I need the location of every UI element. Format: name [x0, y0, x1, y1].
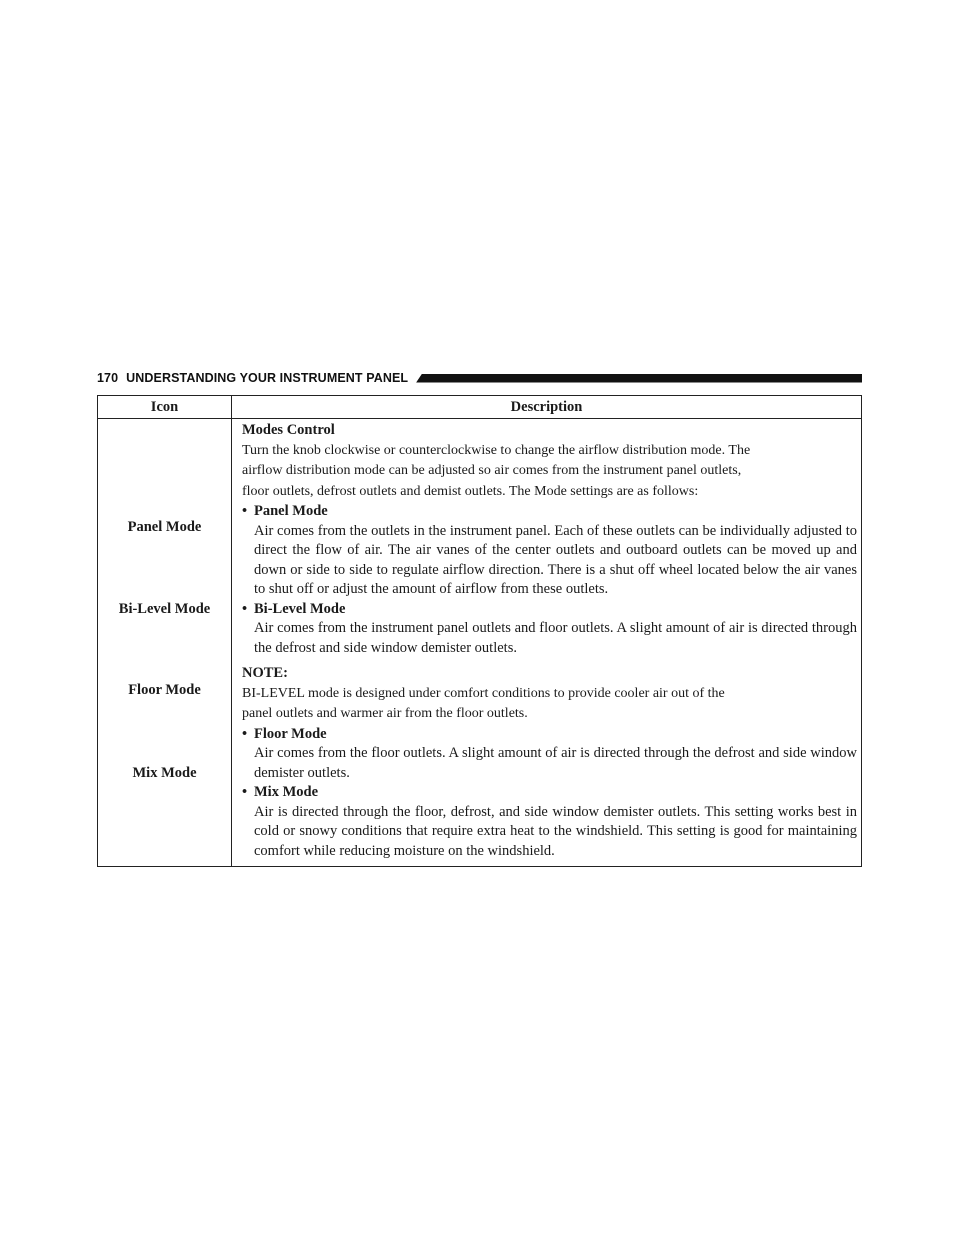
page-header — [97, 367, 862, 389]
modes-control-heading: Modes Control — [242, 422, 335, 438]
bullet-mix-mode — [242, 783, 857, 803]
intro-line: Turn the knob clockwise or counterclockwise to change the airflow distribution mode. The — [242, 442, 751, 458]
bullet-bi-level-mode — [242, 600, 857, 620]
table-row — [98, 419, 862, 867]
note-title: NOTE: — [242, 665, 288, 681]
table-header-row — [98, 396, 862, 419]
bullet-title: Mix Mode — [254, 784, 319, 800]
page-number: 170 — [97, 371, 119, 385]
bullet-mark: • — [242, 725, 248, 742]
bullet-text-mix-mode: Air is directed through the floor, defrost, and side window demister outlets. This setting works best in cold or snowy conditions that require extra heat to the windshield. This setting is good for maintaining comfort while reducing moisture on the windshield. — [254, 803, 857, 859]
icon-label-floor-mode: Floor Mode — [128, 682, 201, 698]
column-header-description: Description — [232, 396, 862, 419]
icon-label-mix-mode: Mix Mode — [132, 765, 197, 781]
intro-line: floor outlets, defrost outlets and demist outlets. The Mode settings are as follows: — [242, 483, 699, 499]
note-text — [242, 684, 857, 725]
section-title: UNDERSTANDING YOUR INSTRUMENT PANEL — [126, 371, 409, 385]
bullet-mark: • — [242, 784, 248, 800]
modes-table — [97, 395, 862, 867]
bullet-title: Panel Mode — [254, 503, 328, 519]
intro-line: airflow distribution mode can be adjusted so air comes from the instrument panel outlets, — [242, 463, 742, 478]
bullet-text-panel-mode: Air comes from the outlets in the instrument panel. Each of these outlets can be individually adjusted to direct the flow of air. The air vanes of the center outlets and outboard outlets can be moved up and down or side to side to regulate airflow direction. There is a shut off wheel located below the air vanes to shut off or adjust the amount of airflow from these outlets. — [254, 522, 857, 597]
intro-text — [242, 441, 857, 503]
icon-label-panel-mode: Panel Mode — [127, 519, 202, 535]
header-rule — [416, 374, 862, 383]
bullet-title: Floor Mode — [254, 725, 327, 742]
description-cell — [232, 419, 862, 867]
icon-label-bi-level-mode: Bi-Level Mode — [118, 601, 211, 617]
bullet-floor-mode — [242, 725, 857, 745]
bullet-text-floor-mode: Air comes from the floor outlets. A slight amount of air is directed through the defrost and side window demister outlets. — [254, 745, 857, 781]
column-header-icon: Icon — [98, 396, 232, 419]
bullet-mark: • — [242, 600, 248, 617]
icon-cell — [98, 419, 232, 867]
bullet-mark: • — [242, 503, 248, 519]
note-line: BI-LEVEL mode is designed under comfort conditions to provide cooler air out of the — [242, 685, 725, 701]
bullet-panel-mode — [242, 502, 857, 522]
bullet-title: Bi-Level Mode — [254, 600, 346, 617]
bullet-text-bi-level-mode: Air comes from the instrument panel outlets and floor outlets. A slight amount of air is directed through the defrost and side window demister outlets. — [254, 620, 857, 656]
note-line: panel outlets and warmer air from the floor outlets. — [242, 706, 528, 721]
